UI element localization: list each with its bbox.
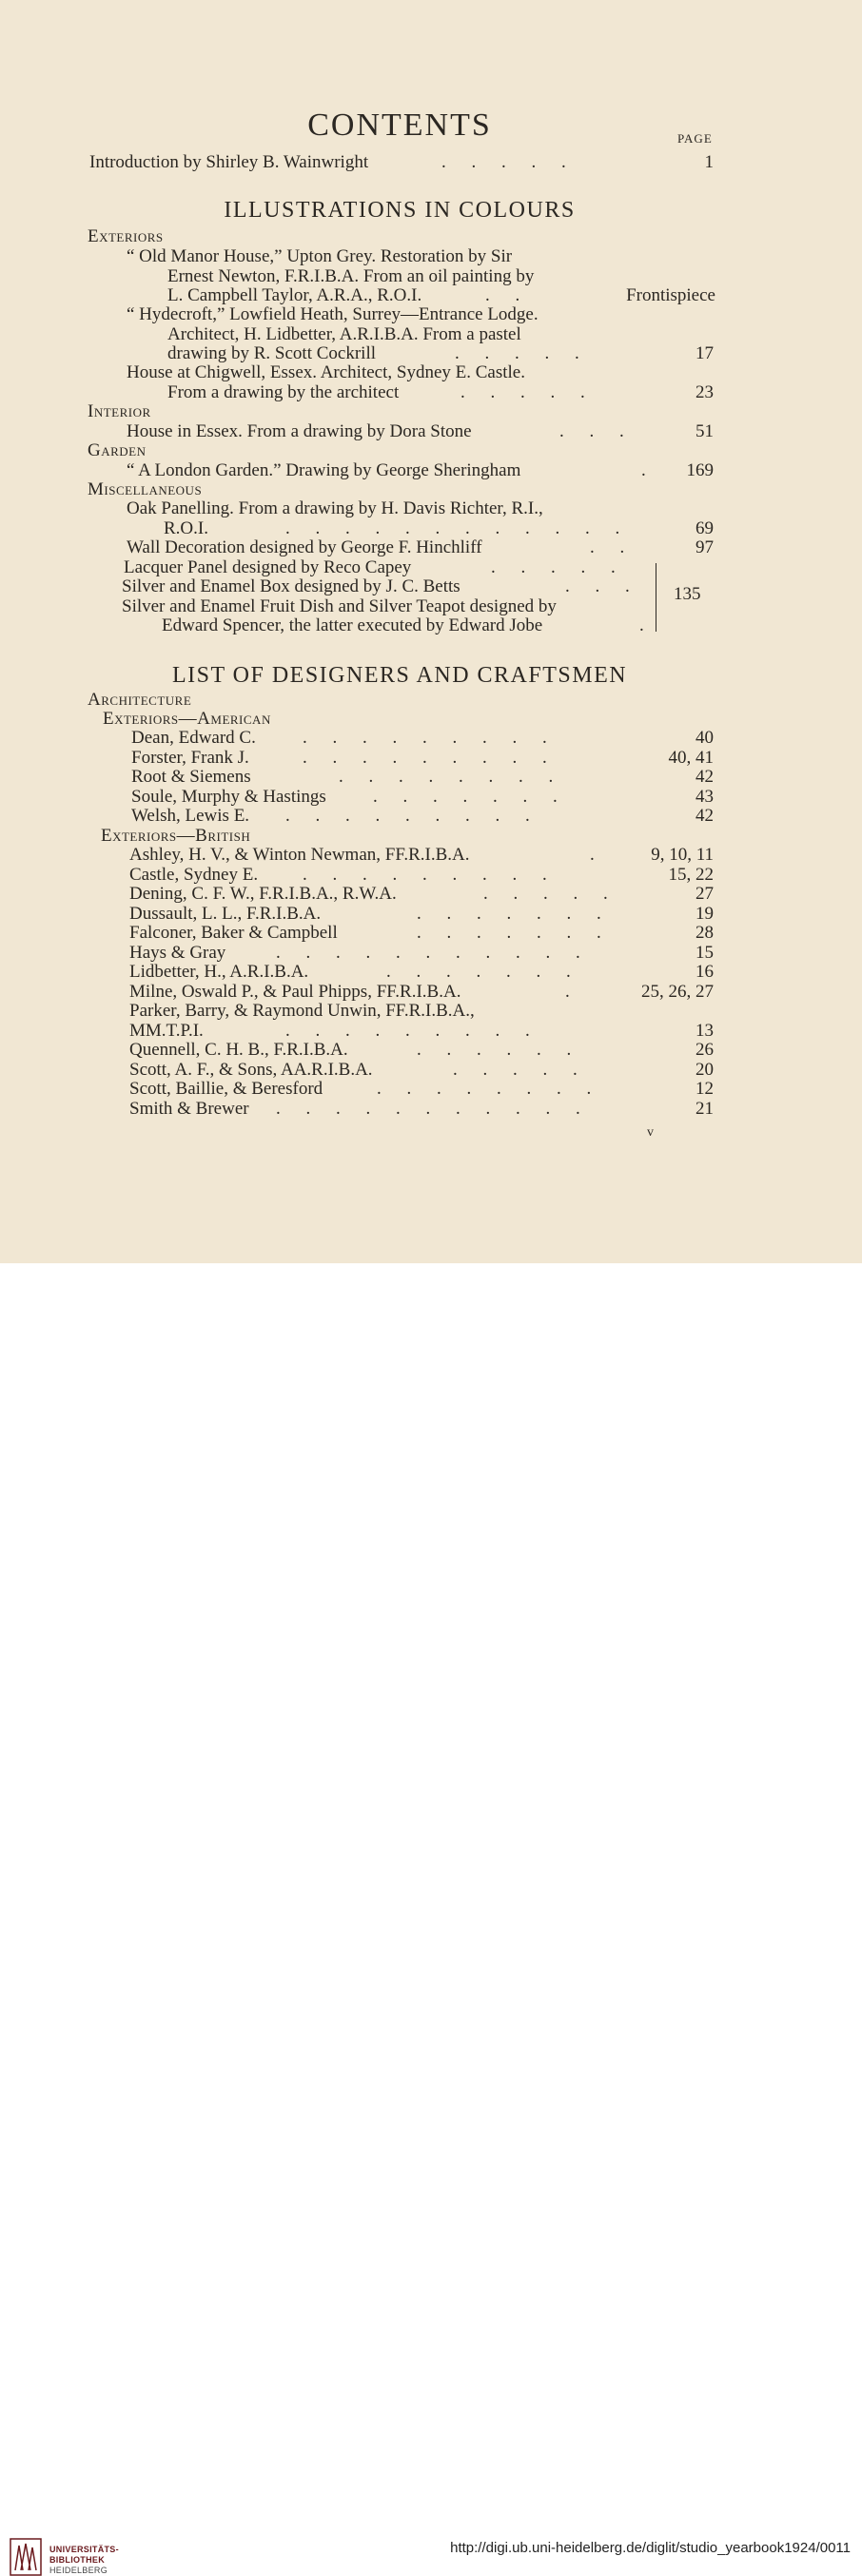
- designer-page: 15, 22: [668, 864, 714, 885]
- leader-dots: . . . . . . . . .: [285, 806, 540, 826]
- intro-entry: Introduction by Shirley B. Wainwright: [89, 152, 369, 172]
- toc-entry: Lacquer Panel designed by Reco Capey: [124, 557, 412, 577]
- grouping-brace: [656, 563, 662, 632]
- toc-page: 51: [695, 421, 714, 441]
- toc-page: 23: [695, 382, 714, 402]
- leader-dots: . . . . . . . . .: [285, 1020, 540, 1041]
- library-name: [49, 2545, 119, 2576]
- toc-page: Frontispiece: [626, 285, 715, 305]
- leader-dots: . . . . . . . . . . .: [276, 942, 591, 963]
- leader-dots: . . .: [559, 421, 635, 441]
- toc-entry: Silver and Enamel Fruit Dish and Silver Teapot designed by: [122, 596, 557, 616]
- toc-entry: “ Hydecroft,” Lowfield Heath, Surrey—Entrance Lodge.: [127, 304, 539, 324]
- leader-dots: . . . . . . .: [373, 786, 568, 807]
- designer-page: 42: [695, 767, 714, 787]
- toc-entry: Ernest Newton, F.R.I.B.A. From an oil painting by: [167, 266, 535, 286]
- library-line: HEIDELBERG: [49, 2566, 108, 2575]
- designer-page: 27: [695, 884, 714, 904]
- leader-dots: . . . . .: [453, 1059, 588, 1080]
- toc-entry: “ A London Garden.” Drawing by George Sheringham: [127, 460, 521, 480]
- designer-page: 12: [695, 1079, 714, 1099]
- page-folio: v: [647, 1125, 654, 1140]
- toc-page: 17: [695, 343, 714, 363]
- designer-name: Ashley, H. V., & Winton Newman, FF.R.I.B.A.: [129, 845, 470, 865]
- leader-dots: .: [590, 845, 605, 865]
- leader-dots: .: [641, 460, 656, 480]
- leader-dots: . . . . . . . . . . .: [276, 1098, 591, 1119]
- toc-entry: Oak Panelling. From a drawing by H. Davis Richter, R.I.,: [127, 498, 543, 518]
- designer-name: Scott, A. F., & Sons, AA.R.I.B.A.: [129, 1059, 373, 1080]
- leader-dots: . . . . . . .: [417, 903, 612, 924]
- leader-dots: . . . . .: [455, 343, 590, 363]
- page-title: CONTENTS: [307, 107, 492, 143]
- leader-dots: .: [639, 615, 655, 635]
- university-library-logo-icon: [10, 2538, 42, 2576]
- leader-dots: . . . . .: [460, 382, 596, 402]
- subcategory-exteriors-british: Exteriors—British: [101, 826, 251, 846]
- toc-entry: House at Chigwell, Essex. Architect, Sydney E. Castle.: [127, 362, 525, 382]
- designer-name: Hays & Gray: [129, 942, 226, 963]
- toc-entry: L. Campbell Taylor, A.R.A., R.O.I.: [167, 285, 422, 305]
- leader-dots: . . .: [565, 576, 640, 596]
- designer-page: 43: [695, 786, 714, 807]
- designer-name: Dean, Edward C.: [131, 728, 256, 748]
- designer-page: 20: [695, 1059, 714, 1080]
- designer-name: Dussault, L. L., F.R.I.B.A.: [129, 903, 322, 924]
- designer-name: Smith & Brewer: [129, 1098, 249, 1119]
- designer-page: 13: [695, 1020, 714, 1041]
- library-line: BIBLIOTHEK: [49, 2555, 105, 2565]
- designer-name: Falconer, Baker & Campbell: [129, 923, 338, 943]
- library-line: UNIVERSITÄTS-: [49, 2545, 119, 2554]
- designer-page: 15: [695, 942, 714, 963]
- page-column-label: PAGE: [677, 131, 713, 146]
- toc-page: 169: [686, 460, 714, 480]
- toc-entry: “ Old Manor House,” Upton Grey. Restoration by Sir: [127, 246, 513, 266]
- toc-entry: R.O.I.: [164, 518, 208, 538]
- designer-page: 28: [695, 923, 714, 943]
- designer-page: 40: [695, 728, 714, 748]
- designer-name: Welsh, Lewis E.: [131, 806, 250, 826]
- designer-name: Dening, C. F. W., F.R.I.B.A., R.W.A.: [129, 884, 397, 904]
- document-page: [0, 0, 862, 1263]
- category-interior: Interior: [88, 401, 151, 421]
- designer-page: 19: [695, 903, 714, 924]
- designer-page: 21: [695, 1098, 714, 1119]
- leader-dots: . . . . . . . .: [339, 767, 564, 787]
- leader-dots: . . . . . . . . .: [303, 728, 558, 748]
- leader-dots: . .: [485, 285, 531, 305]
- leader-dots: . .: [590, 537, 636, 557]
- designer-name: Soule, Murphy & Hastings: [131, 786, 326, 807]
- toc-entry: From a drawing by the architect: [167, 382, 400, 402]
- leader-dots: .: [565, 981, 580, 1002]
- toc-entry: Architect, H. Lidbetter, A.R.I.B.A. From a pastel: [167, 324, 521, 344]
- designer-page: 25, 26, 27: [641, 981, 714, 1002]
- leader-dots: . . . . .: [441, 152, 577, 172]
- leader-dots: . . . . .: [491, 557, 626, 577]
- designer-name: Root & Siemens: [131, 767, 251, 787]
- leader-dots: . . . . .: [483, 884, 618, 904]
- section-heading-designers: LIST OF DESIGNERS AND CRAFTSMEN: [171, 663, 628, 688]
- designer-name: Quennell, C. H. B., F.R.I.B.A.: [129, 1040, 348, 1060]
- designer-page: 26: [695, 1040, 714, 1060]
- toc-entry: Silver and Enamel Box designed by J. C. Betts: [122, 576, 460, 596]
- toc-page: 135: [674, 584, 701, 604]
- designer-name: Scott, Baillie, & Beresford: [129, 1079, 323, 1099]
- designer-page: 9, 10, 11: [651, 845, 714, 865]
- intro-page: 1: [704, 152, 714, 172]
- leader-dots: . . . . . . . . .: [303, 747, 558, 768]
- designer-name: MM.T.P.I.: [129, 1020, 204, 1041]
- leader-dots: . . . . . .: [417, 1040, 582, 1060]
- designer-name: Lidbetter, H., A.R.I.B.A.: [129, 962, 309, 982]
- designer-name: Forster, Frank J.: [131, 747, 249, 768]
- category-garden: Garden: [88, 440, 147, 460]
- category-miscellaneous: Miscellaneous: [88, 479, 203, 499]
- designer-name: Milne, Oswald P., & Paul Phipps, FF.R.I.B.A.: [129, 981, 461, 1002]
- subcategory-exteriors-american: Exteriors—American: [103, 709, 271, 729]
- category-architecture: Architecture: [88, 690, 192, 710]
- toc-entry: drawing by R. Scott Cockrill: [167, 343, 377, 363]
- designer-name: Parker, Barry, & Raymond Unwin, FF.R.I.B.A.,: [129, 1001, 475, 1021]
- toc-entry: House in Essex. From a drawing by Dora Stone: [127, 421, 472, 441]
- toc-entry: Edward Spencer, the latter executed by Edward Jobe: [162, 615, 543, 635]
- leader-dots: . . . . . . .: [386, 962, 581, 982]
- toc-page: 69: [695, 518, 714, 538]
- leader-dots: . . . . . . .: [417, 923, 612, 943]
- designer-page: 42: [695, 806, 714, 826]
- designer-page: 16: [695, 962, 714, 982]
- designer-name: Castle, Sydney E.: [129, 864, 259, 885]
- designer-page: 40, 41: [668, 747, 714, 768]
- viewer-footer: [0, 1263, 862, 2575]
- leader-dots: . . . . . . . .: [377, 1079, 602, 1099]
- category-exteriors: Exteriors: [88, 226, 164, 246]
- source-url-link[interactable]: http://digi.ub.uni-heidelberg.de/diglit/studio_yearbook1924/0011: [450, 2540, 851, 2556]
- toc-page: 97: [695, 537, 714, 557]
- toc-entry: Wall Decoration designed by George F. Hinchliff: [127, 537, 482, 557]
- leader-dots: . . . . . . . . .: [303, 864, 558, 885]
- leader-dots: . . . . . . . . . . . .: [285, 518, 631, 538]
- section-heading-illustrations: ILLUSTRATIONS IN COLOURS: [224, 198, 576, 223]
